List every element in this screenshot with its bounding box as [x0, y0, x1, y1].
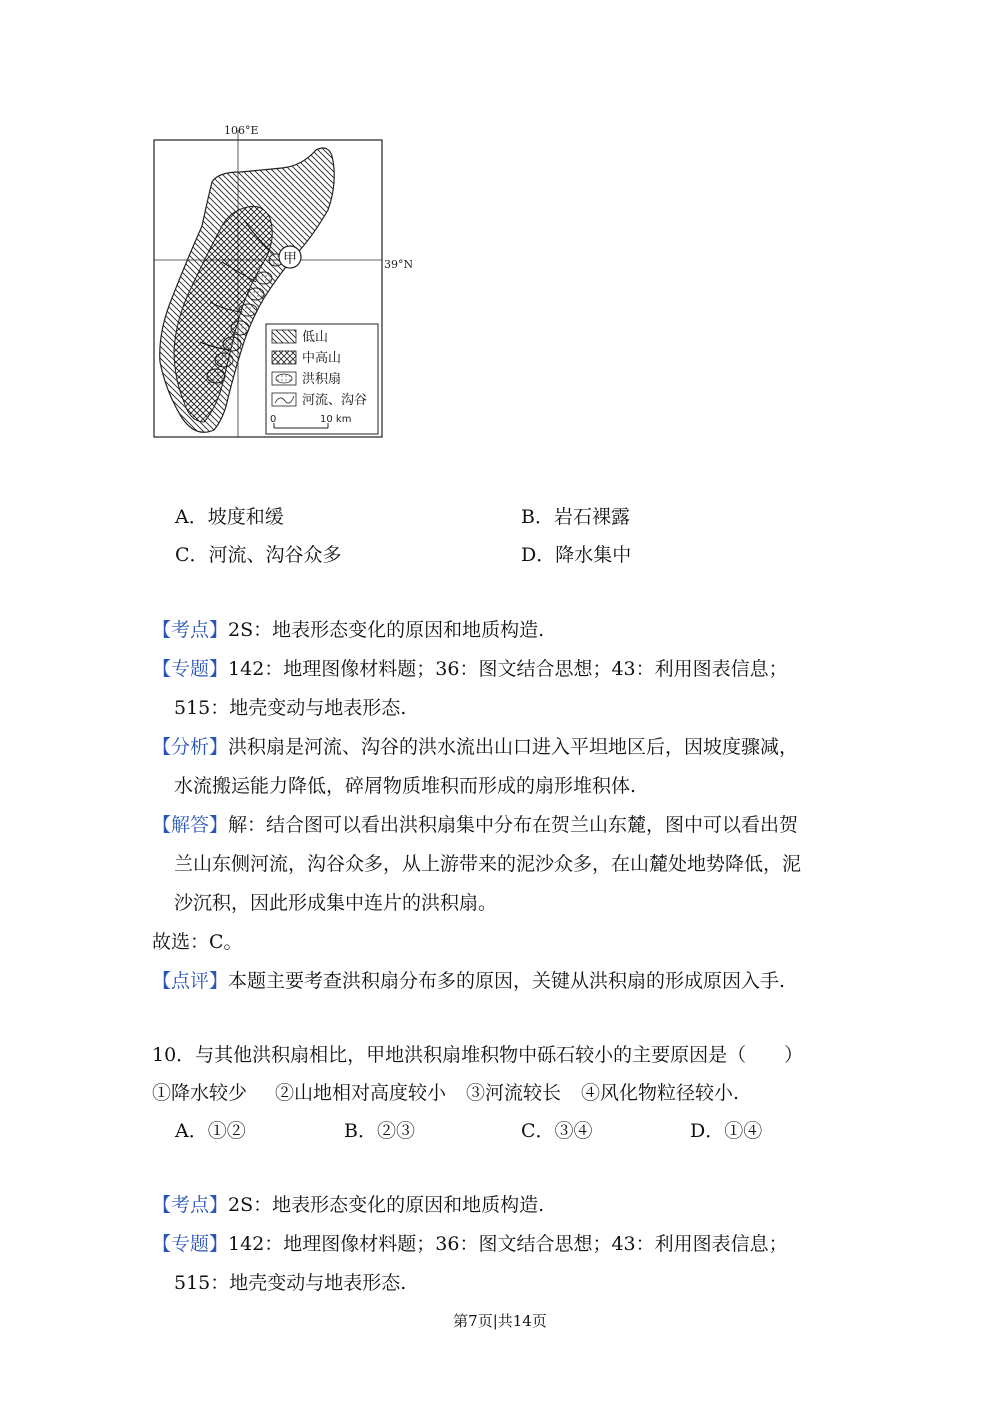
q9-option-a	[175, 502, 284, 529]
section-text: 洪积扇是河流、沟谷的洪水流出山口进入平坦地区后，因坡度骤减，	[228, 736, 799, 758]
q10-kaodian	[152, 1190, 544, 1217]
section-text: 本题主要考查洪积扇分布多的原因，关键从洪积扇的形成原因入手.	[228, 970, 786, 992]
section-tag: 【分析】	[152, 736, 229, 758]
legend-label-fan: 洪积扇	[302, 372, 342, 387]
section-text: 2S：地表形态变化的原因和地质构造.	[228, 619, 545, 641]
page-footer: 第7页|共14页	[453, 1312, 547, 1330]
legend-swatch-low	[272, 330, 296, 343]
option-letter: D．	[690, 1120, 725, 1142]
option-text: ③④	[554, 1120, 593, 1142]
q9-zhuanti-line2: 515：地壳变动与地表形态.	[174, 697, 407, 719]
q9-option-d	[521, 540, 631, 567]
map-figure	[152, 122, 412, 442]
q10-items	[152, 1078, 739, 1105]
option-letter: A．	[175, 506, 208, 528]
section-tag: 【专题】	[152, 658, 229, 680]
option-letter: C．	[521, 1120, 555, 1142]
option-text: 岩石裸露	[553, 506, 630, 528]
q9-jieda-line2: 兰山东侧河流，沟谷众多，从上游带来的泥沙众多，在山麓处地势降低，泥	[174, 853, 802, 875]
option-text: 降水集中	[555, 544, 632, 566]
q10-option-a	[175, 1116, 246, 1143]
section-tag: 【专题】	[152, 1233, 229, 1255]
q9-answer: 故选：C。	[152, 931, 243, 953]
q10-stem: 10．与其他洪积扇相比，甲地洪积扇堆积物中砾石较小的主要原因是（ ）	[152, 1044, 804, 1066]
q9-jieda-line3: 沙沉积，因此形成集中连片的洪积扇。	[174, 892, 498, 914]
marker-label: 甲	[283, 251, 297, 267]
map-svg	[152, 122, 412, 442]
section-text: 142：地理图像材料题；36：图文结合思想；43：利用图表信息；	[228, 658, 788, 680]
lat-label: 39°N	[384, 258, 412, 271]
q10-item: ④风化物粒径较小.	[581, 1082, 740, 1104]
legend-fan-ellipse	[276, 374, 292, 383]
q9-zhuanti	[152, 654, 788, 681]
legend-label-low: 低山	[302, 330, 329, 345]
section-text: 解：结合图可以看出洪积扇集中分布在贺兰山东麓，图中可以看出贺	[228, 814, 799, 836]
q9-option-c	[175, 540, 342, 567]
q9-jieda	[152, 810, 798, 837]
section-tag: 【解答】	[152, 814, 229, 836]
lon-label: 106°E	[224, 124, 259, 137]
section-tag: 【点评】	[152, 970, 229, 992]
q10-item: ②山地相对高度较小	[275, 1082, 447, 1104]
option-letter: A．	[175, 1120, 208, 1142]
option-text: 坡度和缓	[207, 506, 284, 528]
q10-option-d	[690, 1116, 762, 1143]
q9-option-b	[521, 502, 630, 529]
q9-dianping	[152, 966, 785, 993]
legend-label-midhigh: 中高山	[302, 351, 342, 366]
legend-label-river: 河流、沟谷	[302, 393, 368, 408]
option-text: ②③	[376, 1120, 415, 1142]
q9-fenxi-line2: 水流搬运能力降低，碎屑物质堆积而形成的扇形堆积体.	[174, 775, 637, 797]
option-letter: B．	[344, 1120, 377, 1142]
option-letter: C．	[175, 544, 209, 566]
q10-option-c	[521, 1116, 593, 1143]
legend-swatch-midhigh	[272, 351, 296, 364]
q10-item: ①降水较少	[152, 1082, 248, 1104]
q10-zhuanti-line2: 515：地壳变动与地表形态.	[174, 1272, 407, 1294]
section-tag: 【考点】	[152, 1194, 229, 1216]
section-text: 142：地理图像材料题；36：图文结合思想；43：利用图表信息；	[228, 1233, 788, 1255]
option-text: ①②	[207, 1120, 246, 1142]
q9-kaodian	[152, 615, 544, 642]
section-tag: 【考点】	[152, 619, 229, 641]
option-letter: B．	[521, 506, 554, 528]
q10-zhuanti	[152, 1229, 788, 1256]
q10-item: ③河流较长	[466, 1082, 562, 1104]
option-text: ①④	[724, 1120, 763, 1142]
q10-option-b	[344, 1116, 415, 1143]
scale-label: 10 km	[320, 414, 352, 425]
option-text: 河流、沟谷众多	[208, 544, 342, 566]
scale-zero: 0	[270, 414, 277, 425]
option-letter: D．	[521, 544, 556, 566]
section-text: 2S：地表形态变化的原因和地质构造.	[228, 1194, 545, 1216]
q9-fenxi	[152, 732, 798, 759]
